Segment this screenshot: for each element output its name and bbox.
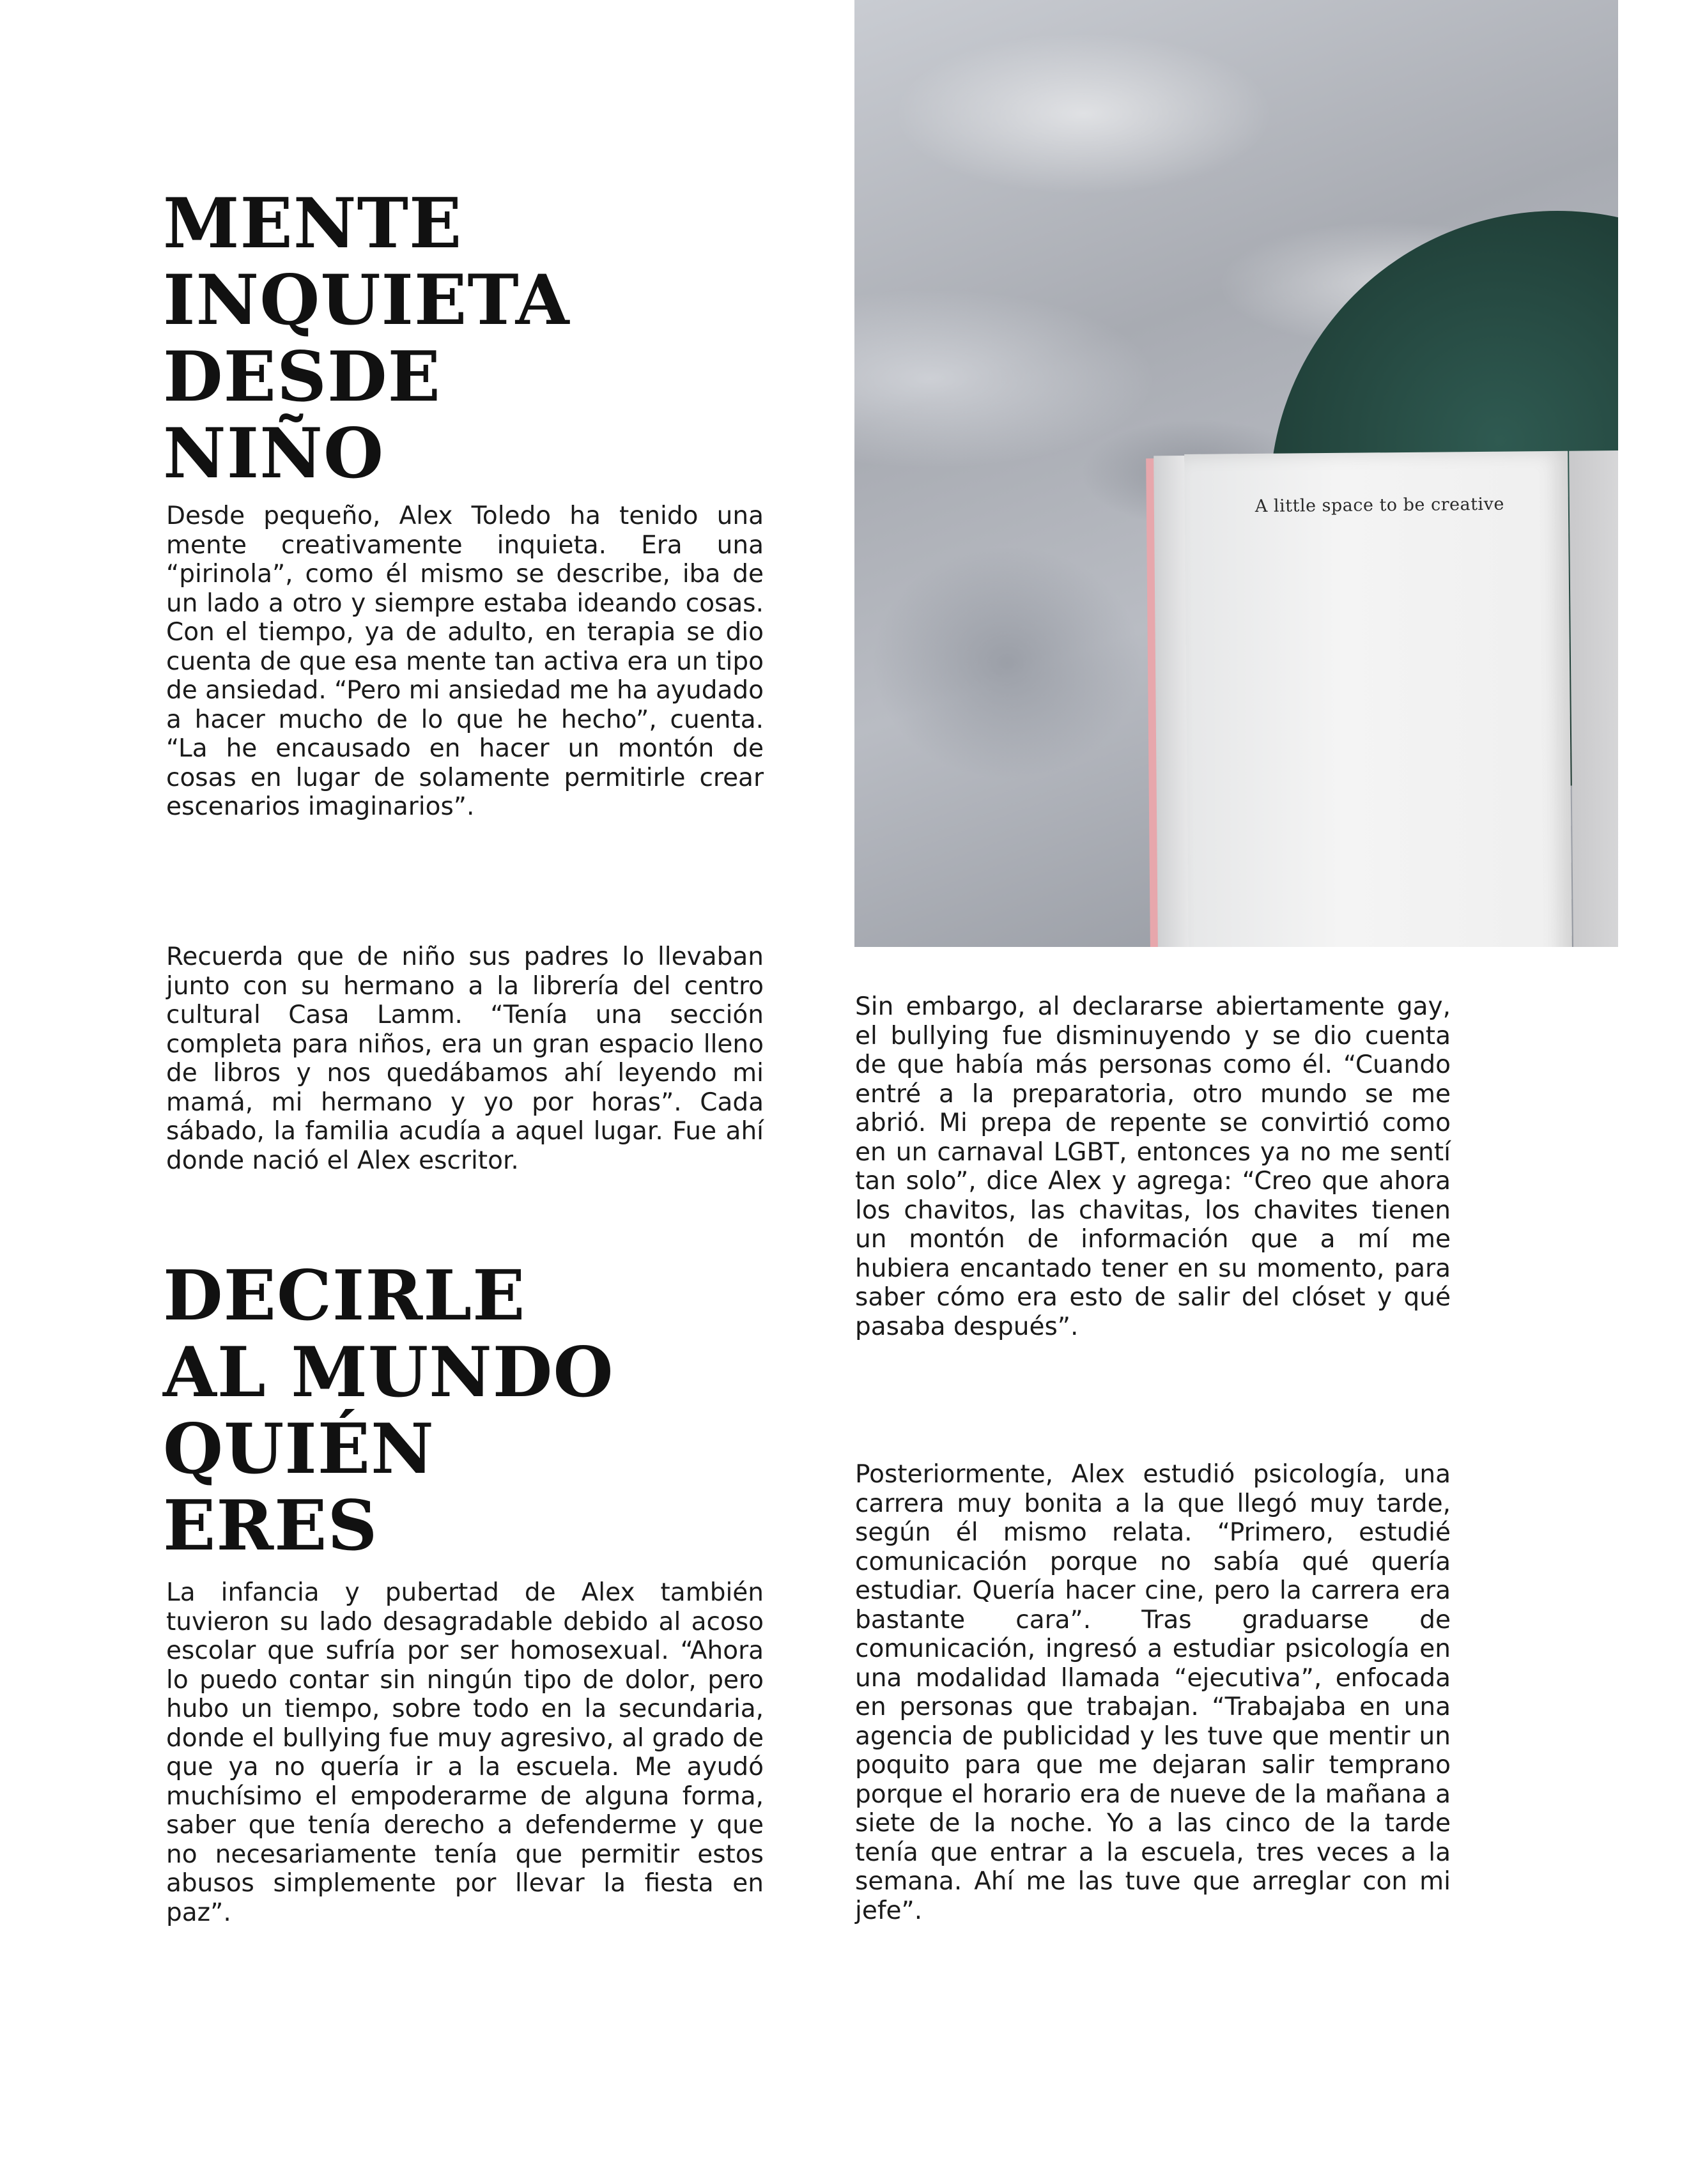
paragraph: Sin embargo, al declararse abiertamente gay, el bullying fue disminuyendo y se dio cuenta de que había más personas como él. “Cuando entré a la preparatoria, otro mundo se me abrió. Mi prepa de repente se convirtió como en un carnaval LGBT, entonces ya no me sentí tan solo”, dice Alex y agrega: “Creo que ahora los chavitos, las chavitas, los chavites tienen un montón de información que a mí me hubiera encantado tener en su momento, para saber cómo era esto de salir del clóset y qué pasaba después”.	[855, 992, 1451, 1341]
book-page-right	[1569, 450, 1618, 947]
heading-line: NIÑO	[163, 413, 385, 494]
book-printed-text: A little space to be creative	[1254, 494, 1504, 517]
book-page	[1184, 451, 1573, 947]
heading-line: DESDE	[163, 337, 441, 417]
heading-line: MENTE	[163, 183, 463, 264]
heading-line: ERES	[163, 1486, 378, 1566]
heading-line: AL MUNDO	[163, 1332, 614, 1413]
heading-line: INQUIETA	[163, 260, 570, 341]
heading-decirle-al-mundo	[163, 1257, 614, 1564]
photo-open-book-on-sheets	[854, 0, 1618, 947]
heading-line: DECIRLE	[163, 1256, 526, 1336]
heading-line: QUIÉN	[163, 1409, 435, 1489]
paragraph: Posteriormente, Alex estudió psicología, una carrera muy bonita a la que llegó muy tarde, según él mismo relata. “Primero, estudié comunicación porque no sabía qué quería estudiar. Quería hacer cine, pero la carrera era bastante cara”. Tras graduarse de comunicación, ingresó a estudiar psicología en una modalidad llamada “ejecutiva”, enfocada en personas que trabajan. “Trabajaba en una agencia de publicidad y les tuve que mentir un poquito para que me dejaran salir temprano porque el horario era de nueve de la mañana a siete de la noche. Yo a las cinco de la tarde tenía que entrar a la escuela, tres veces a la semana. Ahí me las tuve que arreglar con mi jefe”.	[855, 1460, 1451, 1925]
heading-mente-inquieta	[163, 185, 570, 492]
paragraph: Recuerda que de niño sus padres lo llevaban junto con su hermano a la librería del centro cultural Casa Lamm. “Tenía una sección completa para niños, era un gran espacio lleno de libros y nos quedábamos ahí leyendo mi mamá, mi hermano y yo por horas”. Cada sábado, la familia acudía a aquel lugar. Fue ahí donde nació el Alex escritor.	[166, 942, 764, 1175]
open-book	[1146, 445, 1618, 947]
paragraph: La infancia y pubertad de Alex también tuvieron su lado desagradable debido al acoso escolar que sufría por ser homosexual. “Ahora lo puedo contar sin ningún tipo de dolor, pero hubo un tiempo, sobre todo en la secundaria, donde el bullying fue muy agresivo, al grado de que ya no quería ir a la escuela. Me ayudó muchísimo el empoderarme de alguna forma, saber que tenía derecho a defenderme y que no necesariamente tenía que permitir estos abusos simplemente por llevar la fiesta en paz”.	[166, 1578, 764, 1927]
paragraph: Desde pequeño, Alex Toledo ha tenido una mente creativamente inquieta. Era una “pirinola”, como él mismo se describe, iba de un lado a otro y siempre estaba ideando cosas. Con el tiempo, ya de adulto, en terapia se dio cuenta de que esa mente tan activa era un tipo de ansiedad. “Pero mi ansiedad me ha ayudado a hacer mucho de lo que he hecho”, cuenta. “La he encausado en hacer un montón de cosas en lugar de solamente permitirle crear escenarios imaginarios”.	[166, 502, 764, 821]
